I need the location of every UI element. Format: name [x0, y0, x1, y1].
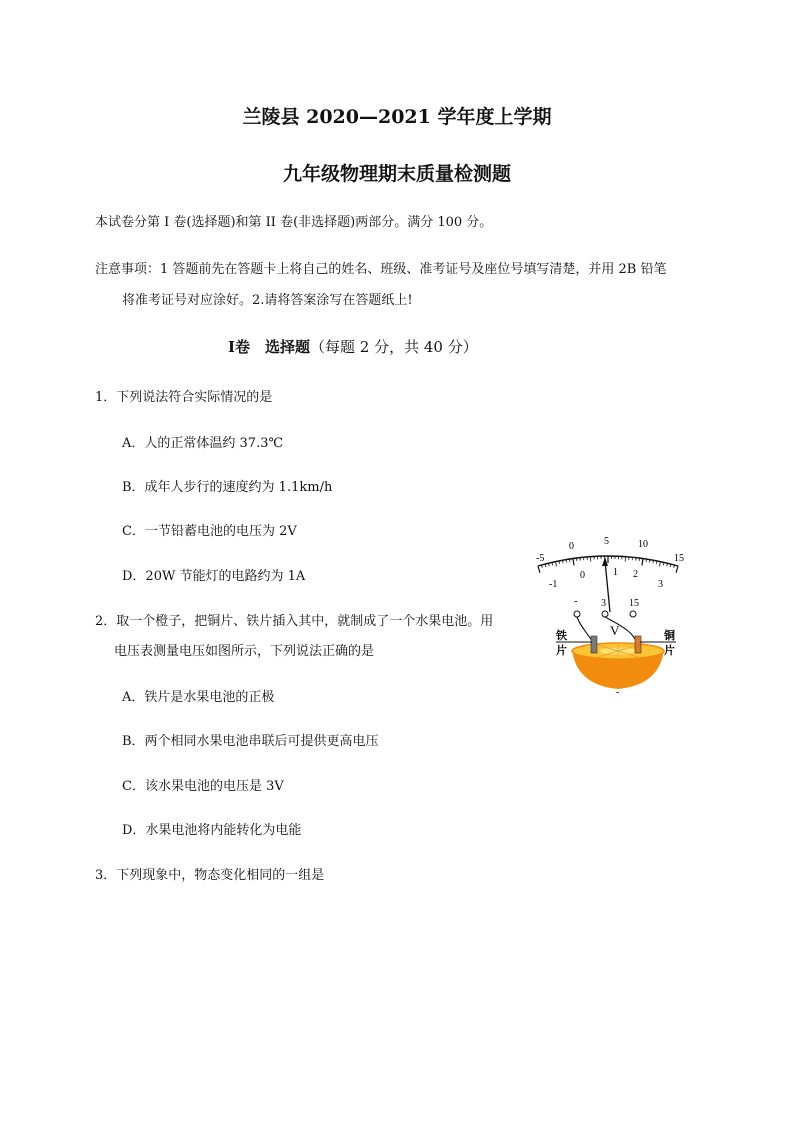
- notice-line-2: 将准考证号对应涂好。2.请将答案涂写在答题纸上!: [122, 293, 413, 308]
- copper-label: 铜: [664, 630, 675, 642]
- voltmeter-tick: [676, 566, 678, 573]
- question-1-option-b: B．成年人步行的速度约为 1.1km/h: [122, 480, 333, 495]
- lower-scale-label: 3: [658, 579, 663, 590]
- voltmeter-tick: [649, 560, 650, 563]
- upper-scale-label: 5: [604, 536, 609, 547]
- question-1-option-a: A．人的正常体温约 37.3℃: [122, 436, 284, 451]
- upper-scale-label: 15: [674, 553, 684, 564]
- voltmeter-tick-marks: [538, 556, 678, 573]
- lower-scale-label: 0: [580, 570, 585, 581]
- question-2-option-a: A．铁片是水果电池的正极: [122, 690, 275, 705]
- upper-scale-label: -5: [536, 553, 545, 564]
- lower-scale-label: 2: [633, 569, 638, 580]
- section-title: Ⅰ卷 选择题: [228, 338, 311, 356]
- upper-scale-label: 0: [569, 541, 574, 552]
- voltmeter-tick: [659, 562, 660, 567]
- terminal-15v: [630, 611, 636, 617]
- intro-text: 本试卷分第 I 卷(选择题)和第 II 卷(非选择题)两部分。满分 100 分。: [95, 215, 493, 230]
- question-3-stem: 3．下列现象中，物态变化相同的一组是: [95, 868, 325, 883]
- question-2-option-b: B．两个相同水果电池串联后可提供更高电压: [122, 734, 379, 749]
- voltmeter-tick: [566, 560, 567, 563]
- voltmeter-tick: [653, 560, 654, 563]
- terminal-15v-label: 15: [629, 598, 639, 609]
- question-1-option-d: D．20W 节能灯的电路约为 1A: [122, 569, 306, 584]
- question-2-stem-line-2: 电压表测量电压如图所示，下列说法正确的是: [114, 644, 375, 659]
- voltmeter-tick: [538, 566, 540, 573]
- voltmeter-tick: [573, 559, 574, 566]
- copper-label: 片: [664, 645, 675, 657]
- page-subtitle: 九年级物理期末质量检测题: [282, 163, 511, 185]
- question-1-stem: 1．下列说法符合实际情况的是: [95, 390, 273, 405]
- notice-line-1: 注意事项：1 答题前先在答题卡上将自己的姓名、班级、准考证号及座位号填写清楚，并用 2B 铅笔: [95, 262, 667, 277]
- terminal-3v: [602, 611, 608, 617]
- voltmeter-tick: [642, 559, 643, 566]
- voltmeter-tick: [563, 560, 564, 563]
- fruit-battery-figure: [528, 535, 694, 700]
- terminal-negative-label: -: [574, 595, 578, 607]
- lower-scale-label: 1: [613, 567, 618, 578]
- section-heading: [228, 336, 478, 357]
- figure-bottom-mark: -: [616, 687, 620, 698]
- terminal-negative: [574, 611, 580, 617]
- terminal-3v-label: 3: [601, 598, 606, 609]
- pointer-arrowhead: [602, 557, 608, 566]
- question-1-option-c: C．一节铅蓄电池的电压为 2V: [122, 524, 297, 539]
- iron-electrode: [591, 636, 597, 653]
- lower-scale-label: -1: [549, 579, 558, 590]
- question-2-option-c: C．该水果电池的电压是 3V: [122, 779, 284, 794]
- iron-label: 片: [556, 645, 567, 657]
- section-note: （每题 2 分，共 40 分）: [310, 338, 478, 356]
- iron-label: 铁: [556, 630, 567, 642]
- voltmeter-symbol: V: [610, 623, 620, 638]
- question-2-stem-line-1: 2．取一个橙子，把铜片、铁片插入其中，就制成了一个水果电池。用: [95, 614, 494, 629]
- page-title: 兰陵县 2020—2021 学年度上学期: [242, 106, 552, 128]
- copper-electrode: [635, 636, 641, 653]
- question-2-option-d: D．水果电池将内能转化为电能: [122, 823, 302, 838]
- upper-scale-label: 10: [638, 539, 648, 550]
- voltmeter-tick: [556, 562, 557, 567]
